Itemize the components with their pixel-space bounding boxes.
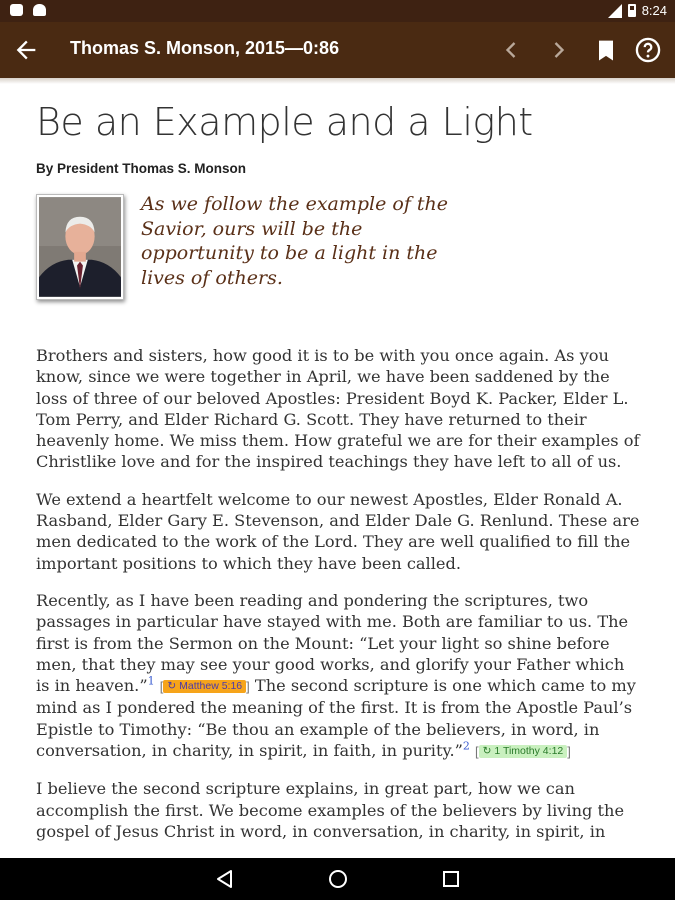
article-content[interactable] xyxy=(0,78,675,858)
link-icon: ↻ xyxy=(482,745,495,758)
status-bar xyxy=(0,0,675,22)
signal-icon xyxy=(608,4,622,18)
paragraph-2: We extend a heartfelt welcome to our newest Apostles, Elder Ronald A. Rasband, Elder Gary E. Stevenson, and Elder Dale G. Renlund. These are men dedicated to the work of the Lord. They are well qualified to fill the important positions to which they have been called. xyxy=(36,489,640,573)
paragraph-3-part-2: The second scripture is one which came to my mind as I pondered the meaning of the first. It is from the Apostle Paul’s Epistle to Timothy: “Be thou an example of the believers, in word, in conversation, in charity, in spirit, in faith, in purity.” xyxy=(36,676,636,761)
scripture-ref-label-1: Matthew 5:16 xyxy=(179,680,243,693)
scripture-ref-matthew[interactable] xyxy=(163,680,246,693)
pull-quote: As we follow the example of the Savior, ours will be the opportunity to be a light in the lives of others. xyxy=(141,193,449,289)
app-bar xyxy=(0,22,675,78)
app-bar-title: Thomas S. Monson, 2015—0:86 xyxy=(70,38,340,58)
footnote-marker-2[interactable]: 2 xyxy=(462,739,470,753)
bookmark-icon[interactable] xyxy=(592,36,620,64)
status-time: 8:24 xyxy=(641,3,667,18)
footnote-marker-1[interactable]: 1 xyxy=(147,674,155,688)
system-nav-bar xyxy=(0,858,675,900)
link-icon: ↻ xyxy=(167,680,180,693)
help-icon[interactable] xyxy=(634,36,662,64)
notification-icon xyxy=(10,4,23,16)
bracket-open-1: [ xyxy=(159,679,164,695)
article-title: Be an Example and a Light xyxy=(36,100,533,144)
paragraph-4: I believe the second scripture explains, in great part, how we can accomplish the first. We become examples of the believers by living the gospel of Jesus Christ in word, in conversation, in charity, in spirit, in xyxy=(36,779,625,841)
back-arrow-icon[interactable] xyxy=(12,36,40,64)
chevron-right-icon[interactable] xyxy=(545,36,573,64)
article-byline: By President Thomas S. Monson xyxy=(36,161,247,176)
bracket-close-1: ] xyxy=(246,679,250,695)
app-bar-shadow xyxy=(0,78,675,84)
bracket-open-2: [ xyxy=(475,744,479,760)
battery-icon xyxy=(628,4,636,17)
nav-recent-icon[interactable] xyxy=(439,867,463,891)
scripture-ref-timothy[interactable] xyxy=(479,745,568,758)
paragraph-1: Brothers and sisters, how good it is to be with you once again. As you know, since we were together in April, we have been saddened by the loss of three of our beloved Apostles: President Boyd K. Packer, Elder L. Tom Perry, and Elder Richard G. Scott. They have returned to their heavenly home. We miss them. How grateful we are for their examples of Christlike love and for the inspired teachings they have left to all of us. xyxy=(36,346,640,472)
author-portrait xyxy=(36,194,124,300)
portrait-image xyxy=(39,197,121,297)
paragraph-3 xyxy=(36,590,641,762)
chevron-left-icon[interactable] xyxy=(497,36,525,64)
nav-back-icon[interactable] xyxy=(213,867,237,891)
android-icon xyxy=(33,4,46,16)
nav-home-icon[interactable] xyxy=(326,867,350,891)
bracket-close-2: ] xyxy=(567,744,571,760)
article-body xyxy=(36,345,641,858)
paragraph-3-part-1: Recently, as I have been reading and pondering the scriptures, two passages in particular have stayed with me. Both are familiar to us. The first is from the Sermon on the Mount: “Let your light so shine before men, that they may see your good works, and glorify your Father which is in heaven.” xyxy=(36,590,629,696)
scripture-ref-label-2: 1 Timothy 4:12 xyxy=(494,745,564,758)
